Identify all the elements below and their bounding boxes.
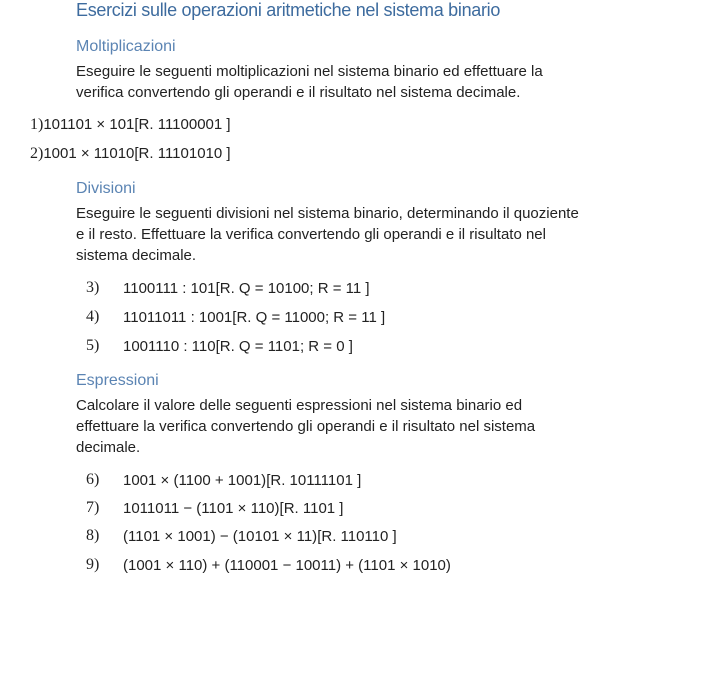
exercise-answer: [R. 110110 ] bbox=[317, 528, 397, 545]
exercise-number: 9) bbox=[86, 556, 100, 573]
section-heading-expressions: Espressioni bbox=[76, 372, 159, 389]
instruction-line: sistema decimale. bbox=[76, 247, 197, 264]
exercise-answer: [R. 11101010 ] bbox=[134, 145, 231, 162]
exercise-expression: (1001 × 110) + (110001 − 10011) + (1101 × 1010) bbox=[123, 557, 451, 574]
page-title: Esercizi sulle operazioni aritmetiche nel sistema binario bbox=[76, 0, 501, 20]
instruction-line: Eseguire le seguenti moltiplicazioni nel sistema binario ed effettuare la bbox=[76, 63, 543, 80]
expressions-instructions bbox=[76, 395, 636, 458]
instruction-line: Calcolare il valore delle seguenti espressioni nel sistema binario ed bbox=[76, 397, 523, 414]
exercise-expression: 1100111 : 101 bbox=[123, 280, 216, 297]
exercise-expression-row bbox=[123, 500, 343, 517]
instruction-line: e il resto. Effettuare la verifica convertendo gli operandi e il risultato nel bbox=[76, 226, 546, 243]
exercise-number: 7) bbox=[86, 499, 100, 516]
exercise-number: 4) bbox=[86, 308, 100, 325]
exercise-2 bbox=[30, 145, 231, 163]
exercise-expression-row bbox=[123, 557, 451, 574]
exercise-answer: [R. 11100001 ] bbox=[134, 116, 231, 133]
instruction-line: effettuare la verifica convertendo gli operandi e il risultato nel sistema bbox=[76, 418, 536, 435]
exercise-1 bbox=[30, 116, 231, 134]
exercise-expression: 1001 × (1100 + 1001) bbox=[123, 472, 267, 489]
exercise-number: 2) bbox=[30, 145, 44, 162]
section-heading-multiplication: Moltiplicazioni bbox=[76, 38, 176, 55]
exercise-expression-row bbox=[123, 528, 397, 545]
exercise-answer: [R. 10111101 ] bbox=[266, 472, 362, 489]
exercise-answer: [R. Q = 1101; R = 0 ] bbox=[215, 338, 353, 355]
exercise-number: 6) bbox=[86, 471, 100, 488]
exercise-expression-row bbox=[123, 309, 385, 326]
section-heading-division: Divisioni bbox=[76, 180, 136, 197]
instruction-line: Eseguire le seguenti divisioni nel sistema binario, determinando il quoziente bbox=[76, 205, 579, 222]
instruction-line: verifica convertendo gli operandi e il risultato nel sistema decimale. bbox=[76, 84, 521, 101]
division-instructions bbox=[76, 203, 636, 266]
exercise-expression: 1001 × 11010 bbox=[43, 145, 135, 162]
exercise-expression: 11011011 : 1001 bbox=[123, 309, 233, 326]
exercise-answer: [R. 1101 ] bbox=[279, 500, 344, 517]
exercise-expression-row bbox=[123, 338, 353, 355]
exercise-expression-row bbox=[123, 280, 370, 297]
exercise-answer: [R. Q = 10100; R = 11 ] bbox=[215, 280, 370, 297]
exercise-expression: (1101 × 1001) − (10101 × 11) bbox=[123, 528, 318, 545]
exercise-number: 3) bbox=[86, 279, 100, 296]
multiplication-instructions bbox=[76, 61, 636, 103]
exercise-expression: 1011011 − (1101 × 110) bbox=[123, 500, 280, 517]
exercise-expression: 1001110 : 110 bbox=[123, 338, 216, 355]
exercise-expression: 101101 × 101 bbox=[43, 116, 135, 133]
exercise-number: 5) bbox=[86, 337, 100, 354]
exercise-expression-row bbox=[123, 472, 361, 489]
exercise-answer: [R. Q = 11000; R = 11 ] bbox=[232, 309, 386, 326]
exercise-number: 1) bbox=[30, 116, 44, 133]
instruction-line: decimale. bbox=[76, 439, 141, 456]
exercise-number: 8) bbox=[86, 527, 100, 544]
